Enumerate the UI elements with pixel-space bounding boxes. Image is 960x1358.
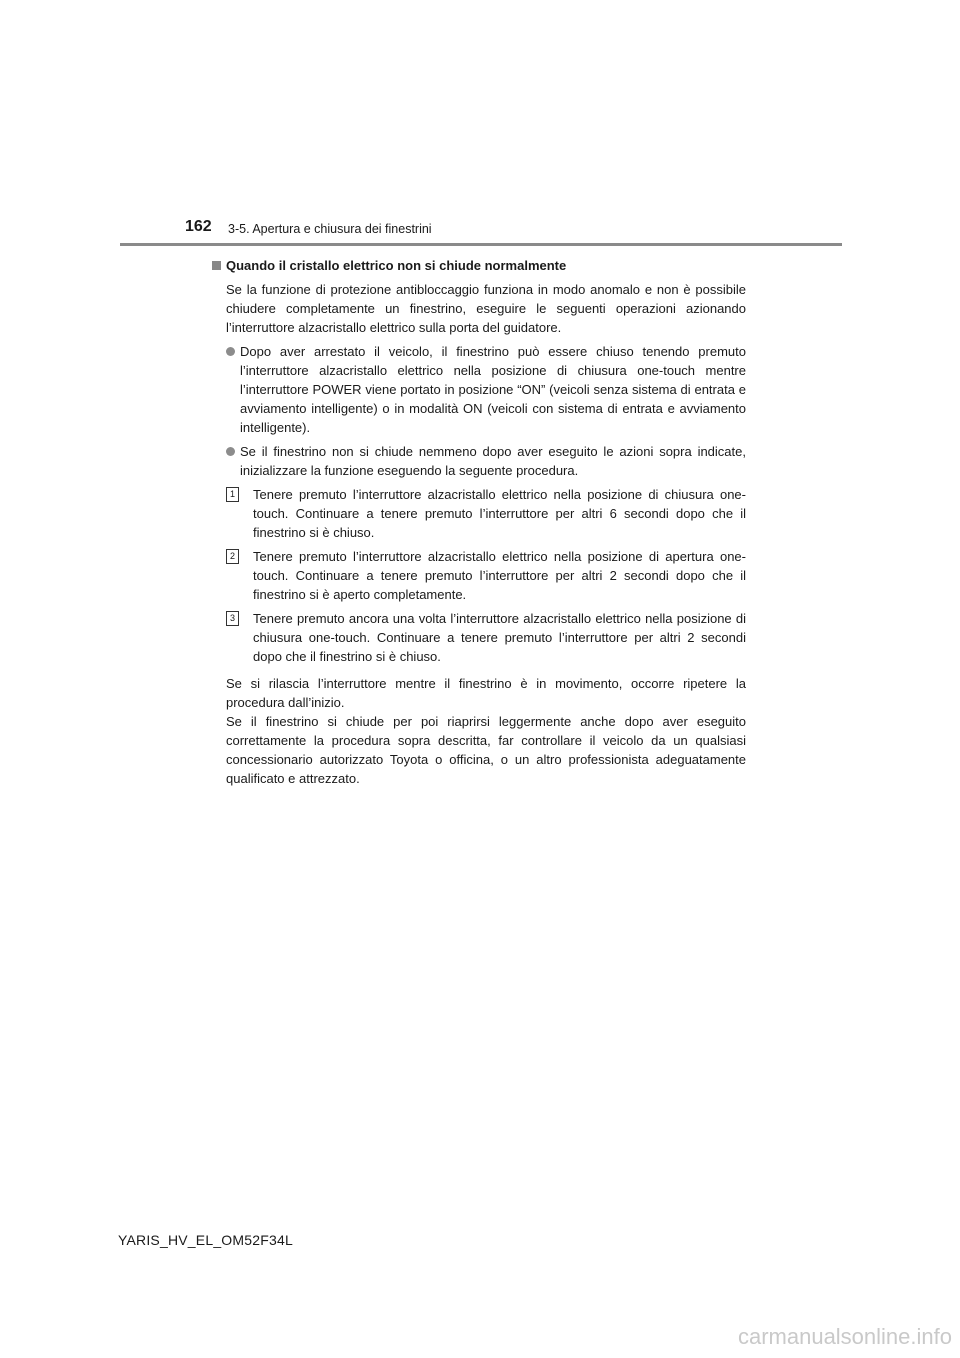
bullet-text: Se il finestrino non si chiude nemmeno dopo aver eseguito le azioni sopra indicate, inizializzare la funzione eseguendo la seguente procedura. bbox=[240, 444, 746, 478]
intro-paragraph: Se la funzione di protezione antibloccaggio funziona in modo anomalo e non è possibile chiudere completamente un finestrino, eseguire le seguenti operazioni azionando l’interruttore alzacristallo elettrico sulla porta del guidatore. bbox=[226, 282, 746, 335]
header-rule bbox=[120, 243, 842, 246]
section-title: 3-5. Apertura e chiusura dei finestrini bbox=[228, 222, 432, 236]
step-text: Tenere premuto l’interruttore alzacristallo elettrico nella posizione di apertura one-touch. Continuare a tenere premuto l’interruttore per altri 2 secondi dopo che il finestrino si è aperto completamente. bbox=[253, 549, 746, 602]
step-number-box: 1 bbox=[226, 487, 239, 502]
heading-text: Quando il cristallo elettrico non si chiude normalmente bbox=[226, 258, 567, 273]
step-item bbox=[226, 609, 746, 666]
watermark: carmanualsonline.info bbox=[737, 1324, 952, 1349]
note-paragraph: Se il finestrino si chiude per poi riaprirsi leggermente anche dopo aver eseguito correttamente la procedura sopra descritta, far controllare il veicolo da un qualsiasi concessionario autorizzato Toyota o officina, o un altro professionista adeguatamente qualificato e attrezzato. bbox=[226, 714, 746, 786]
note-paragraph: Se si rilascia l’interruttore mentre il finestrino è in movimento, occorre ripetere la procedura dall’inizio. bbox=[226, 676, 746, 710]
step-text: Tenere premuto ancora una volta l’interruttore alzacristallo elettrico nella posizione di chiusura one-touch. Continuare a tenere premuto l’interruttore per altri 2 secondi dopo che il finestrino si è chiuso. bbox=[253, 611, 746, 664]
bullet-text: Dopo aver arrestato il veicolo, il finestrino può essere chiuso tenendo premuto l’interruttore alzacristallo elettrico nella posizione di chiusura one-touch mentre l’interruttore POWER viene portato in posizione “ON” (veicoli senza sistema di entrata e avviamento intelligente) o in modalità ON (veicoli con sistema di entrata e avviamento intelligente). bbox=[240, 344, 746, 435]
bullet-item bbox=[226, 342, 746, 437]
step-item bbox=[226, 485, 746, 542]
page-number: 162 bbox=[185, 218, 212, 235]
circle-bullet-icon bbox=[226, 347, 235, 356]
main-content bbox=[212, 256, 746, 788]
bullet-item bbox=[226, 442, 746, 480]
section-heading bbox=[212, 256, 746, 275]
step-number-box: 2 bbox=[226, 549, 239, 564]
step-text: Tenere premuto l’interruttore alzacristallo elettrico nella posizione di chiusura one-touch. Continuare a tenere premuto l’interruttore per altri 6 secondi dopo che il finestrino si è chiuso. bbox=[253, 487, 746, 540]
circle-bullet-icon bbox=[226, 447, 235, 456]
square-bullet-icon bbox=[212, 261, 221, 270]
step-number-box: 3 bbox=[226, 611, 239, 626]
footer-code: YARIS_HV_EL_OM52F34L bbox=[118, 1232, 293, 1248]
step-item bbox=[226, 547, 746, 604]
